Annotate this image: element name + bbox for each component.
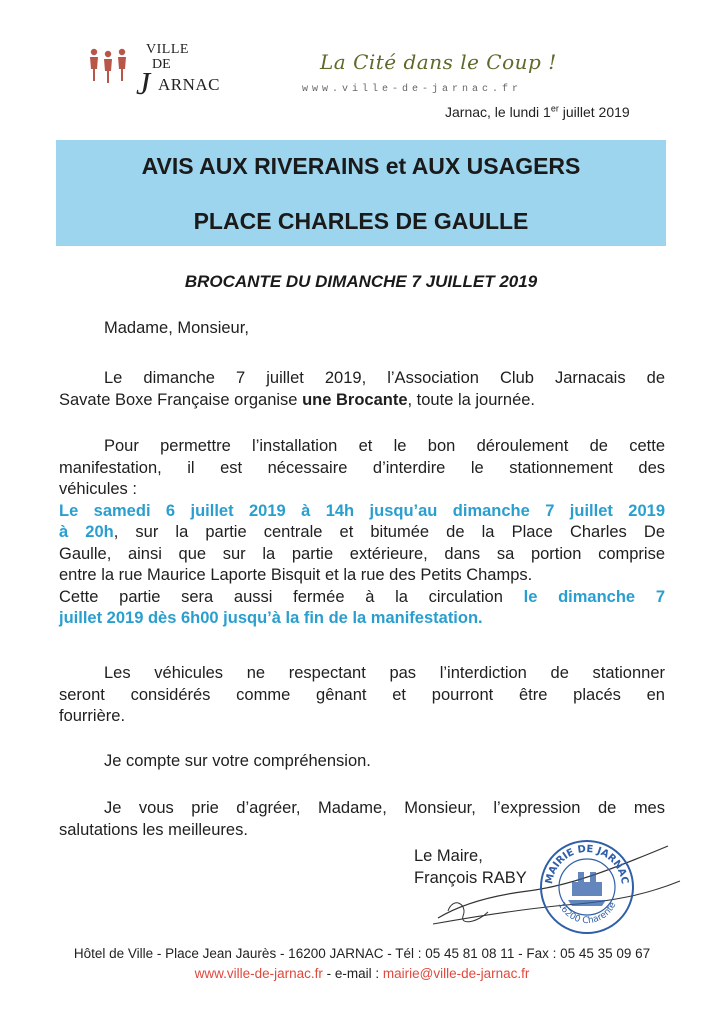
paragraph-towing: Les véhicules ne respectant pas l’interdiction de stationner seront considérés comme gênant et pourront être placés en fourrière. <box>59 664 665 725</box>
greeting: Madame, Monsieur, <box>104 319 249 337</box>
paragraph-closing: Je vous prie d’agréer, Madame, Monsieur, l’expression de mes salutations les meilleures. <box>59 799 665 839</box>
logo-text-de: DE <box>152 57 171 72</box>
event-title: BROCANTE DU DIMANCHE 7 JUILLET 2019 <box>184 272 538 291</box>
town-hall-stamp-icon <box>538 838 636 936</box>
logo-text-j: J <box>136 65 151 101</box>
letter-date: Jarnac, le lundi 1er juillet 2019 <box>445 103 630 120</box>
header-website: www.ville-de-jarnac.fr <box>302 84 523 95</box>
signatory-name: François RABY <box>414 869 527 887</box>
signatory-title: Le Maire, <box>414 847 483 865</box>
logo-text-arnac: ARNAC <box>158 75 221 94</box>
footer-email-link[interactable]: mairie@ville-de-jarnac.fr <box>382 966 530 981</box>
city-slogan: La Cité dans le Coup ! <box>320 50 557 74</box>
banner-location: PLACE CHARLES DE GAULLE <box>193 208 529 234</box>
footer-contact: www.ville-de-jarnac.fr - e-mail : mairie@ville-de-jarnac.fr <box>194 966 530 981</box>
svg-text:MAIRIE DE JARNAC: MAIRIE DE JARNAC <box>543 843 630 885</box>
banner-title: AVIS AUX RIVERAINS et AUX USAGERS <box>141 153 581 179</box>
paragraph-understanding: Je compte sur votre compréhension. <box>104 752 371 770</box>
parking-ban-period: Le samedi 6 juillet 2019 à 14h jusqu’au dimanche 7 juillet 2019 <box>59 501 665 520</box>
city-logo-figures-icon <box>86 44 136 92</box>
paragraph-parking-ban: Pour permettre l’installation et le bon déroulement de cette manifestation, il est nécessaire d’interdire le stationnement des véhicules : Le samedi 6 juillet 2019 à 14h jusqu’au dimanche 7 juillet 2019 à 20h, sur la partie centrale et bitumée de la Place Charles De Gaulle, ainsi que sur la partie extérieure, dans sa portion comprise entre la rue Maurice Laporte Bisquit et la rue des Petits Champs. Cette partie sera aussi fermée à la circulation le dimanche 7 juillet 2019 dès 6h00 jusqu’à la fin de la manifestation. <box>59 436 665 630</box>
paragraph-announcement: Le dimanche 7 juillet 2019, l’Association Club Jarnacais de Savate Boxe Française organise une Brocante, toute la journée. <box>59 369 665 409</box>
logo-text-ville: VILLE <box>146 42 189 57</box>
footer-address: Hôtel de Ville - Place Jean Jaurès - 16200 JARNAC - Tél : 05 45 81 08 11 - Fax : 05 45 35 09 67 <box>73 946 651 961</box>
footer-website-link[interactable]: www.ville-de-jarnac.fr <box>194 966 323 981</box>
road-closure-period: juillet 2019 dès 6h00 jusqu’à la fin de la manifestation. <box>59 609 483 627</box>
svg-text:16200 Charente: 16200 Charente <box>555 900 619 927</box>
